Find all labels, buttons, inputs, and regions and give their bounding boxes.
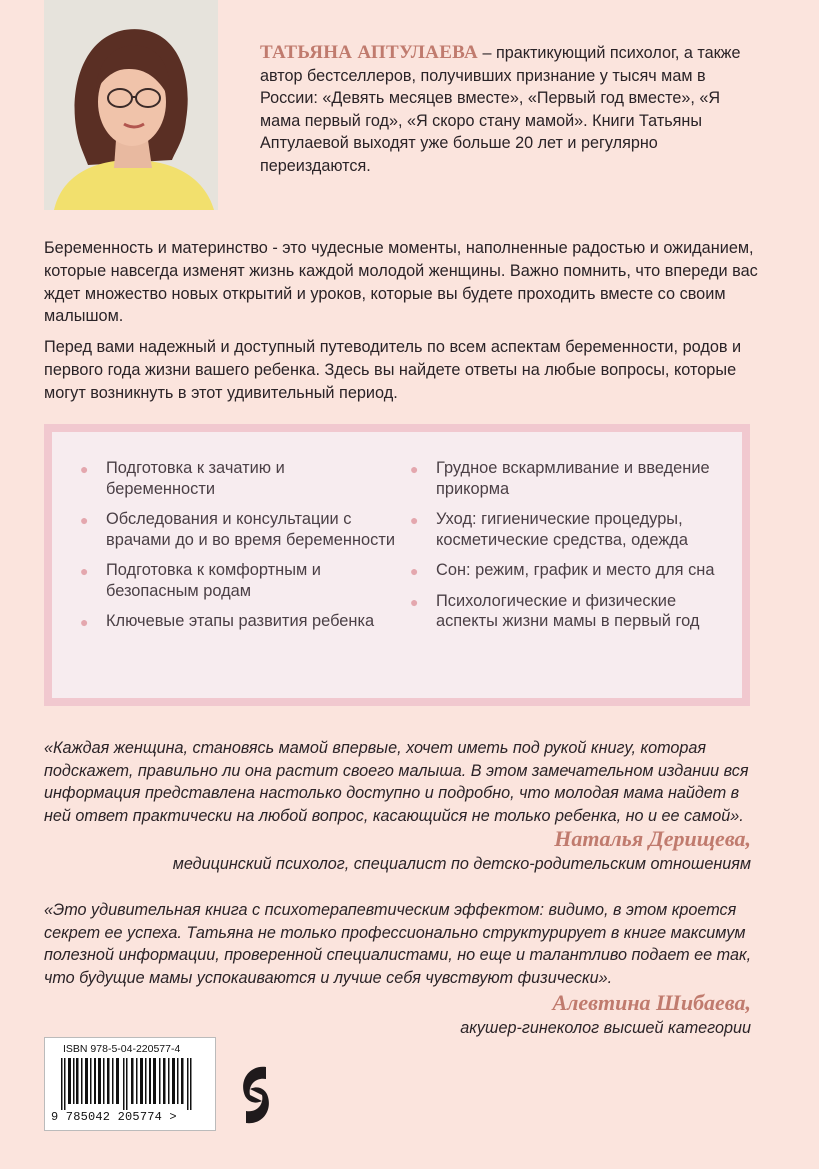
list-item: ● Уход: гигиенические процедуры, косметические средства, одежда: [410, 510, 688, 549]
bullet-icon: ●: [410, 593, 419, 610]
bullet-icon: ●: [80, 614, 89, 630]
author-bio: [260, 42, 760, 177]
review-quote-2: «Это удивительная книга с психотерапевтическим эффектом: видимо, в этом кроется секрет ее успеха. Татьяна не только профессионально структурирует в книге максимум полезной информации, проверенной специалистами, но еще и талантливо подает ее так, что будущие мамы успокаиваются и лучше себя чувствуют физически».: [44, 901, 752, 987]
topics-box: [44, 424, 750, 706]
list-item: ● Ключевые этапы развития ребенка: [98, 611, 398, 632]
review-quote-1: «Каждая женщина, становясь мамой впервые, хочет иметь под рукой книгу, которая подскажет, правильно ли она растит своего малыша. В этом замечательном издании вся информация представлена настолько доступно и подробно, что молодая мама найдет в ней ответ практически на любой вопрос, касающийся не только ребенка, но и ее самой».: [44, 739, 749, 825]
isbn-label: ISBN 978-5-04-220577-4: [63, 1043, 181, 1055]
intro-paragraph: Беременность и материнство - это чудесные моменты, наполненные радостью и ожиданием, которые навсегда изменят жизнь каждой молодой женщины. Важно помнить, что впереди вас ждет множество новых открытий и уроков, которые вы будете проходить вместе со своим малышом.: [44, 239, 758, 326]
barcode: [44, 1037, 216, 1131]
list-item: ● Подготовка к зачатию и беременности: [80, 459, 285, 498]
bullet-icon: ●: [80, 461, 89, 477]
bullet-icon: ●: [410, 512, 419, 528]
isbn-digits: 9 785042 205774 >: [51, 1110, 177, 1124]
topics-right-list: [410, 458, 728, 642]
list-item: ● Подготовка к комфортным и безопасным родам: [80, 561, 321, 600]
bullet-icon: ●: [410, 563, 419, 579]
list-item: ● Грудное вскармливание и введение прикорма: [410, 459, 710, 498]
list-item: ● Обследования и консультации с врачами до и во время беременности: [80, 510, 395, 549]
review-role-2: акушер-гинеколог высшей категории: [460, 1019, 751, 1037]
barcode-bars: [61, 1058, 201, 1110]
author-photo: [44, 0, 218, 210]
eksmo-logo-icon: [236, 1061, 276, 1129]
list-item: ● Психологические и физические аспекты жизни мамы в первый год: [410, 591, 700, 630]
review-role-1: медицинский психолог, специалист по детско-родительским отношениям: [172, 855, 751, 873]
guide-paragraph: Перед вами надежный и доступный путеводитель по всем аспектам беременности, родов и первого года жизни вашего ребенка. Здесь вы найдете ответы на любые вопросы, которые могут возникнуть в этот удивительный период.: [44, 338, 742, 402]
list-item: ● Сон: режим, график и место для сна: [428, 560, 728, 581]
bullet-icon: ●: [80, 512, 89, 528]
author-name: ТАТЬЯНА АПТУЛАЕВА: [260, 42, 478, 63]
review-author-1: Наталья Дерищева,: [554, 826, 751, 851]
author-bio-text: – практикующий психолог, а также автор бестселлеров, получивших признание у тысяч мам в России: «Девять месяцев вместе», «Первый год вместе», «Я мама первый год», «Я скоро стану мамой». Книги Татьяны Аптулаевой выходят уже больше 20 лет и регулярно переиздаются.: [260, 44, 741, 175]
review-author-2: Алевтина Шибаева,: [552, 990, 751, 1015]
bullet-icon: ●: [410, 461, 419, 477]
bullet-icon: ●: [80, 563, 89, 579]
topics-left-list: [80, 458, 398, 642]
